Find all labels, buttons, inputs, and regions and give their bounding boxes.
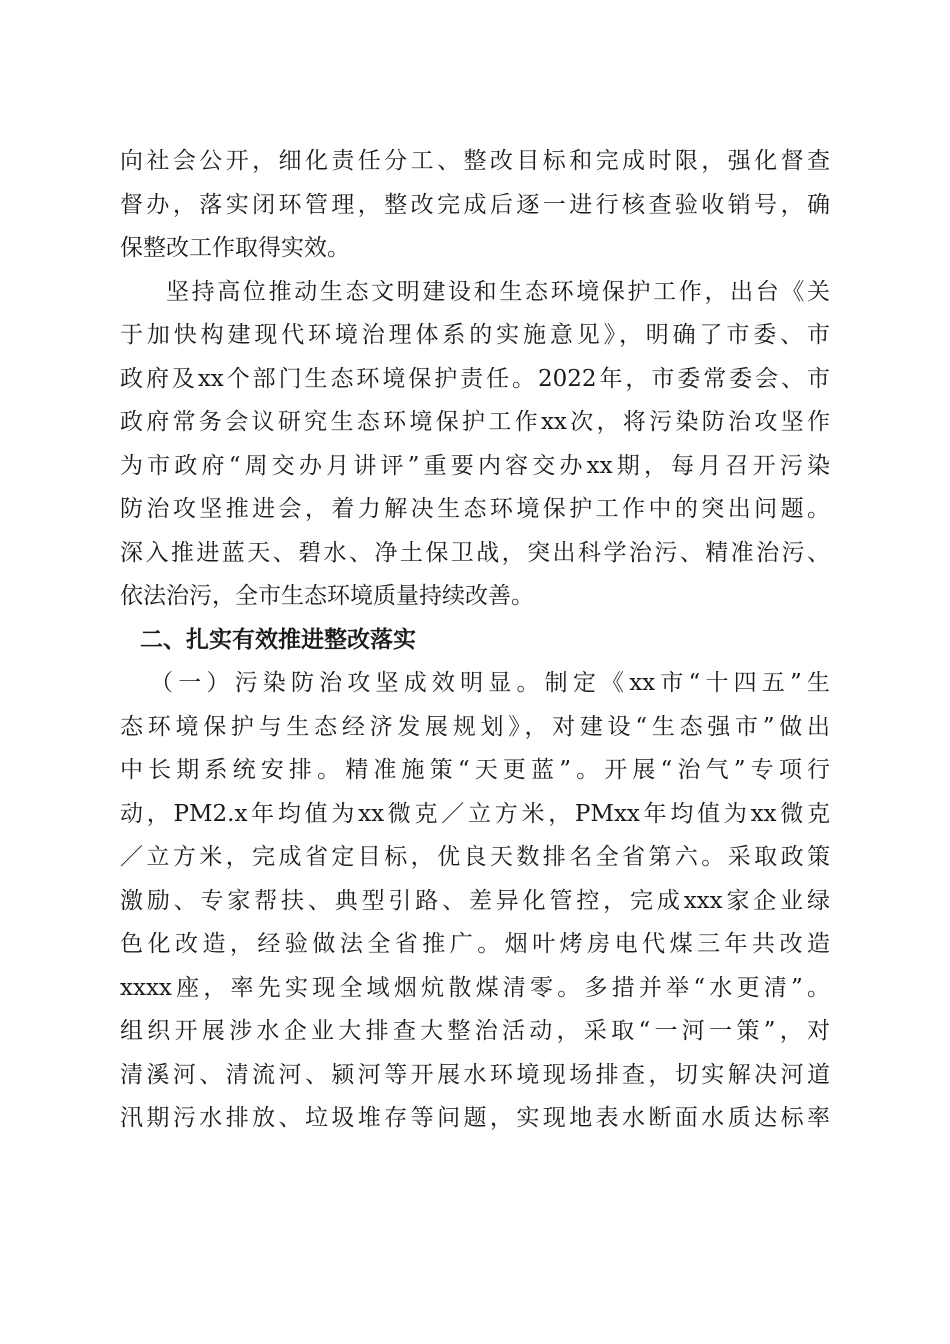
body-line: 保整改工作取得实效。 [120,235,350,261]
body-line: 坚持高位推动生态文明建设和生态环境保护工作，出台《关 [166,278,830,305]
body-line: 依法治污，全市生态环境质量持续改善。 [120,583,534,609]
body-line: 督办，落实闭环管理，整改完成后逐一进行核查验收销号，确 [120,191,830,218]
body-line: xxxx座，率先实现全域烟炕散煤清零。多措并举“水更清”。 [120,974,830,1001]
body-line: 激励、专家帮扶、典型引路、差异化管控，完成xxx家企业绿 [120,887,830,914]
body-line: 中长期系统安排。精准施策“天更蓝”。开展“治气”专项行 [120,757,830,783]
body-line: 防治攻坚推进会，着力解决生态环境保护工作中的突出问题。 [120,496,830,522]
body-line: 汛期污水排放、垃圾堆存等问题，实现地表水断面水质达标率 [120,1105,830,1131]
body-line: 动，PM2.x年均值为xx微克／立方米，PMxx年均值为xx微克 [120,800,830,827]
body-line: 为市政府“周交办月讲评”重要内容交办xx期，每月召开污染 [120,452,830,479]
section-heading: 二、扎实有效推进整改落实 [140,626,416,653]
body-line: 态环境保护与生态经济发展规划》，对建设“生态强市”做出 [120,713,830,740]
body-line: 组织开展涉水企业大排查大整治活动，采取“一河一策”，对 [120,1018,830,1044]
body-line: ／立方米，完成省定目标，优良天数排名全省第六。采取政策 [120,844,830,870]
body-line: 深入推进蓝天、碧水、净土保卫战，突出科学治污、精准治污、 [120,539,830,566]
body-line: 于加快构建现代环境治理体系的实施意见》，明确了市委、市 [120,322,830,348]
body-line: 色化改造，经验做法全省推广。烟叶烤房电代煤三年共改造 [120,931,830,957]
body-line: 政府及xx个部门生态环境保护责任。2022年，市委常委会、市 [120,365,830,392]
document-body [120,140,830,1141]
body-line: 清溪河、清流河、颍河等开展水环境现场排查，切实解决河道 [120,1061,830,1088]
body-line: 政府常务会议研究生态环境保护工作xx次，将污染防治攻坚作 [120,409,830,435]
body-line: （一）污染防治攻坚成效明显。制定《xx市“十四五”生 [150,670,830,696]
body-line: 向社会公开，细化责任分工、整改目标和完成时限，强化督查 [120,148,830,174]
